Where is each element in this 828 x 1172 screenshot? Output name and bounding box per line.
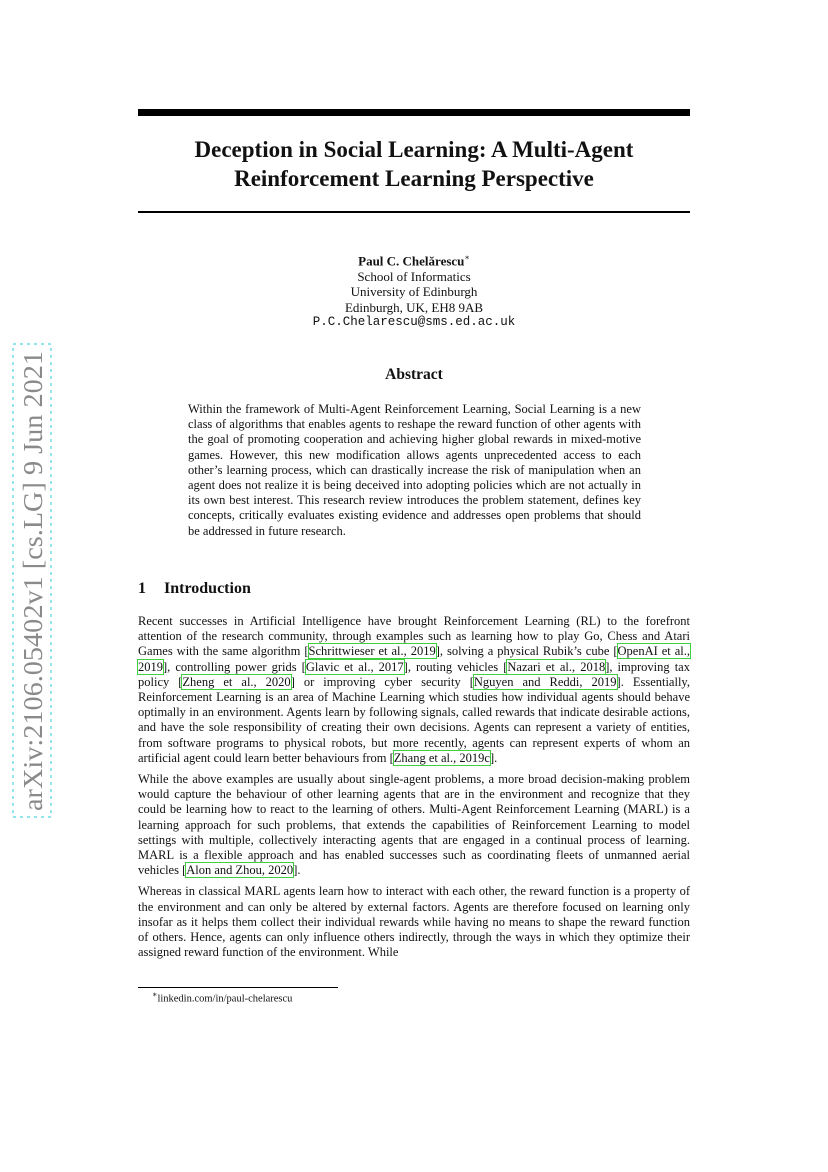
paragraph-1	[138, 614, 690, 766]
abstract-body: Within the framework of Multi-Agent Reinforcement Learning, Social Learning is a new class of algorithms that enables agents to reshape the reward function of other agents with the goal of promoting cooperation and achieving higher global rewards in mixed-motive games. However, this new modification allows agents unprecedented access to each other’s learning process, which can drastically increase the risk of manipulation when an agent does not realize it is being deceived into adopting policies which are not actually in its own best interest. This research review introduces the problem statement, defines key concepts, critically evaluates existing evidence and addresses open problems that should be addressed in future research.	[188, 402, 641, 538]
paragraph-text: ], controlling power grids [	[163, 659, 306, 674]
author-name: Paul C. Chelărescu	[358, 253, 465, 269]
citation-link[interactable]: Glavic et al., 2017	[305, 659, 404, 674]
arxiv-stamp-text: arXiv:2106.05402v1 [cs.LG] 9 Jun 2021	[18, 371, 48, 811]
citation-link[interactable]: Nguyen and Reddi, 2019	[473, 674, 617, 689]
citation-link[interactable]: OpenAI et al., 2019	[138, 644, 691, 674]
introduction-body	[138, 614, 690, 966]
footnote-link[interactable]: linkedin.com/in/paul-chelarescu	[157, 993, 293, 1005]
paragraph-text: ] or improving cyber security [	[290, 674, 474, 689]
paragraph-3: Whereas in classical MARL agents learn how to interact with each other, the reward function is a property of the environment and can only be altered by external factors. Agents are therefore focused on learning only insofar as it helps them collect their individual rewards while having no means to shape the reward function of others. Hence, agents can only influence others indirectly, through the ways in which they optimize their assigned reward function of the environment. While	[138, 884, 690, 960]
arxiv-stamp-svg	[12, 343, 52, 818]
paper-title-line1: Deception in Social Learning: A Multi-Agent	[194, 137, 634, 162]
title-rule-bottom	[138, 211, 690, 213]
paragraph-text: Recent successes in Artificial Intelligence have brought Reinforcement Learning (RL) to the forefront attention of the research community, through examples such as learning how to play Go, Chess and Atari Games with the same algorithm [	[138, 614, 690, 659]
paragraph-text: ].	[293, 863, 301, 878]
citation-link[interactable]: Zhang et al., 2019c	[393, 750, 490, 765]
abstract-heading: Abstract	[385, 366, 443, 383]
paragraph-text: ], routing vehicles [	[403, 659, 508, 674]
citation-link[interactable]: Schrittwieser et al., 2019	[308, 644, 436, 659]
author-footnote-mark: ∗	[464, 253, 470, 262]
author-affiliation-university: University of Edinburgh	[350, 284, 478, 300]
arxiv-identifier-stamp	[12, 343, 52, 818]
title-rule-top	[138, 109, 690, 116]
author-affiliation-school: School of Informatics	[357, 268, 471, 284]
author-email[interactable]: P.C.Chelarescu@sms.ed.ac.uk	[312, 315, 516, 330]
paragraph-text: ], solving a physical Rubik’s cube [	[435, 644, 618, 659]
author-block	[138, 250, 690, 331]
footnote	[152, 990, 292, 1005]
paper-title	[138, 135, 690, 193]
paragraph-text: While the above examples are usually about single-agent problems, a more broad decision-making problem would capture the behaviour of other learning agents that are in the environment and recognize that they could be learning how to react to the learning of others. Multi-Agent Reinforcement Learning (MARL) is a learning approach for such problems, that extends the capabilities of Reinforcement Learning to model settings with multiple, collectively interacting agents that are engaged in a continual process of learning. MARL is a flexible approach and has enabled successes such as coordinating fleets of unmanned aerial vehicles [	[138, 772, 690, 878]
paragraph-text: ].	[489, 750, 498, 765]
author-address: Edinburgh, UK, EH8 9AB	[344, 299, 484, 315]
footnote-rule	[138, 987, 338, 988]
citation-link[interactable]: Zheng et al., 2020	[182, 674, 291, 689]
paper-title-line2: Reinforcement Learning Perspective	[234, 166, 594, 191]
citation-link[interactable]: Alon and Zhou, 2020	[186, 863, 294, 878]
section-title: Introduction	[164, 580, 251, 597]
section-number: 1	[138, 580, 146, 597]
footnote-mark: ∗	[152, 990, 158, 999]
paragraph-2	[138, 772, 690, 878]
citation-link[interactable]: Nazari et al., 2018	[507, 659, 606, 674]
section-heading-introduction	[138, 580, 251, 598]
paragraph-text: ], improving tax policy [	[138, 659, 690, 689]
paragraph-text: ]. Essentially, Reinforcement Learning is an area of Machine Learning which studies how individual agents should behave optimally in an environment. Agents learn by following signals, called rewards that indicate desirable actions, and have the sole responsibility of creating their own decisions. Agents can represent a variety of entities, from software programs to physical robots, but more recently, agents can represent experts of whom an artificial agent could learn better behaviours from [	[138, 674, 690, 765]
